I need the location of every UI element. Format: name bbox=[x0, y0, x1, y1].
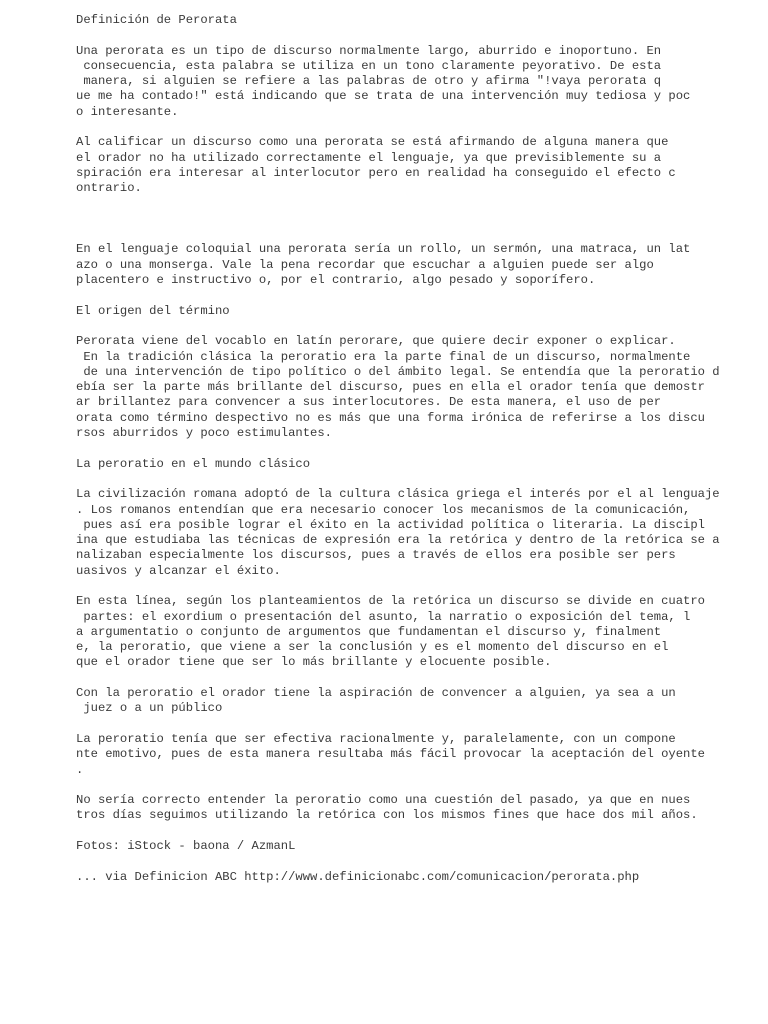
text-line: rsos aburridos y poco estimulantes. bbox=[76, 426, 332, 441]
spacer bbox=[76, 579, 756, 594]
paragraph-origin bbox=[76, 334, 756, 441]
spacer bbox=[76, 319, 756, 334]
spacer bbox=[76, 671, 756, 686]
document-title: Definición de Perorata bbox=[76, 13, 237, 27]
text-line: ue me ha contado!" está indicando que se trata de una intervención muy tediosa y poc bbox=[76, 89, 691, 104]
paragraph-colloquial bbox=[76, 242, 756, 288]
document-page bbox=[76, 13, 756, 885]
text-line: Al calificar un discurso como una perorata se está afirmando de alguna manera que bbox=[76, 135, 669, 150]
text-line: La civilización romana adoptó de la cultura clásica griega el interés por el al lenguaje bbox=[76, 487, 720, 502]
paragraph-qualification bbox=[76, 135, 756, 196]
spacer bbox=[76, 28, 756, 43]
text-line: o interesante. bbox=[76, 104, 179, 119]
text-line: a argumentatio o conjunto de argumentos que fundamentan el discurso y, finalment bbox=[76, 624, 662, 639]
spacer bbox=[76, 824, 756, 839]
text-line: orata como término despectivo no es más que una forma irónica de referirse a los discu bbox=[76, 410, 705, 425]
text-line: ontrario. bbox=[76, 181, 142, 196]
section-heading-classic: La peroratio en el mundo clásico bbox=[76, 456, 311, 471]
text-line: e, la peroratio, que viene a ser la conclusión y es el momento del discurso en el bbox=[76, 640, 669, 655]
photo-credits: Fotos: iStock - baona / AzmanL bbox=[76, 839, 296, 854]
text-line: Perorata viene del vocablo en latín perorare, que quiere decir exponer o explicar. bbox=[76, 334, 676, 349]
text-line: ebía ser la parte más brillante del discurso, pues en ella el orador tenía que demostr bbox=[76, 380, 705, 395]
text-line: ar brillantez para convencer a sus interlocutores. De esta manera, el uso de per bbox=[76, 395, 662, 410]
spacer bbox=[76, 288, 756, 303]
paragraph-present bbox=[76, 793, 756, 824]
paragraph-definition bbox=[76, 44, 756, 120]
text-line: nte emotivo, pues de esta manera resultaba más fácil provocar la aceptación del oyente bbox=[76, 747, 705, 762]
text-line: ina que estudiaba las técnicas de expresión era la retórica y dentro de la retórica se a bbox=[76, 533, 720, 548]
text-line: . bbox=[76, 762, 84, 777]
text-line: La peroratio tenía que ser efectiva racionalmente y, paralelamente, con un compone bbox=[76, 731, 676, 746]
text-line: nalizaban especialmente los discursos, pues a través de ellos era posible ser pers bbox=[76, 548, 676, 563]
text-line: consecuencia, esta palabra se utiliza en un tono claramente peyorativo. De esta bbox=[76, 58, 662, 73]
spacer bbox=[76, 717, 756, 732]
text-line: Una perorata es un tipo de discurso normalmente largo, aburrido e inoportuno. En bbox=[76, 43, 662, 58]
section-heading-origin: El origen del término bbox=[76, 303, 230, 318]
paragraph-effective bbox=[76, 732, 756, 778]
paragraph-parts bbox=[76, 594, 756, 670]
text-line: azo o una monserga. Vale la pena recordar que escuchar a alguien puede ser algo bbox=[76, 257, 654, 272]
text-line: En esta línea, según los planteamientos de la retórica un discurso se divide en cuatro bbox=[76, 594, 705, 609]
text-line: partes: el exordium o presentación del asunto, la narratio o exposición del tema, l bbox=[76, 609, 691, 624]
text-line: que el orador tiene que ser lo más brillante y elocuente posible. bbox=[76, 655, 552, 670]
text-line: el orador no ha utilizado correctamente el lenguaje, ya que previsiblemente su a bbox=[76, 150, 662, 165]
paragraph-aspiration bbox=[76, 686, 756, 717]
text-line: de una intervención de tipo político o del ámbito legal. Se entendía que la peroratio d bbox=[76, 364, 720, 379]
text-line: spiración era interesar al interlocutor pero en realidad ha conseguido el efecto c bbox=[76, 165, 676, 180]
source-citation: ... via Definicion ABC http://www.definicionabc.com/comunicacion/perorata.php bbox=[76, 869, 640, 884]
text-line: placentero e instructivo o, por el contrario, algo pesado y soporífero. bbox=[76, 273, 596, 288]
text-line: manera, si alguien se refiere a las palabras de otro y afirma "!vaya perorata q bbox=[76, 74, 662, 89]
text-line: tros días seguimos utilizando la retórica con los mismos fines que hace dos mil años. bbox=[76, 808, 698, 823]
text-line: pues así era posible lograr el éxito en la actividad política o literaria. La discipl bbox=[76, 517, 705, 532]
spacer bbox=[76, 120, 756, 135]
spacer bbox=[76, 472, 756, 487]
paragraph-roman bbox=[76, 487, 756, 579]
text-line: . Los romanos entendían que era necesario conocer los mecanismos de la comunicación, bbox=[76, 502, 691, 517]
text-line: En el lenguaje coloquial una perorata sería un rollo, un sermón, una matraca, un lat bbox=[76, 242, 691, 257]
spacer bbox=[76, 441, 756, 456]
spacer bbox=[76, 197, 756, 243]
text-line: uasivos y alcanzar el éxito. bbox=[76, 563, 281, 578]
spacer bbox=[76, 854, 756, 869]
text-line: Con la peroratio el orador tiene la aspiración de convencer a alguien, ya sea a un bbox=[76, 686, 676, 701]
text-line: En la tradición clásica la peroratio era la parte final de un discurso, normalmente bbox=[76, 349, 691, 364]
spacer bbox=[76, 778, 756, 793]
text-line: juez o a un público bbox=[76, 701, 223, 716]
text-line: No sería correcto entender la peroratio como una cuestión del pasado, ya que en nues bbox=[76, 793, 691, 808]
